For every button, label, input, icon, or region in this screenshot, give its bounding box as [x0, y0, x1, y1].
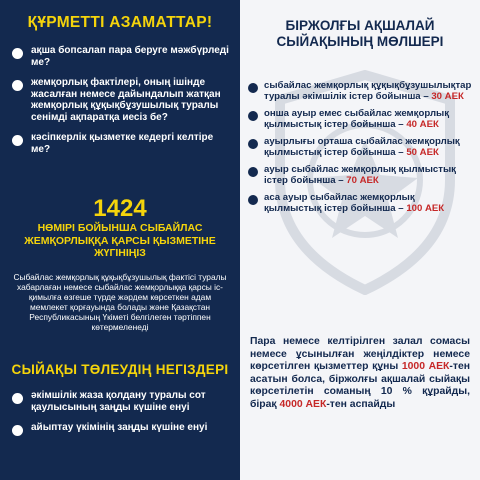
- list-item: [12, 132, 232, 155]
- reward-note: [250, 336, 470, 411]
- reward-amount: 70 АЕК: [346, 175, 379, 186]
- bullet-icon: [248, 195, 258, 205]
- reward-amount: 50 АЕК: [406, 147, 439, 158]
- bullet-icon: [12, 48, 23, 59]
- reward-item: [264, 80, 472, 102]
- reward-item: [264, 164, 472, 186]
- bullet-icon: [12, 80, 23, 91]
- question-text: жемқорлық фактілері, оның ішінде жасалған немесе дайындалып жатқан жемқорлық құқықбұзушылық туралы сенімді ақпаратқа иесіз бе?: [31, 77, 221, 123]
- question-list: [12, 45, 232, 164]
- note-amount: 1000 АЕК: [401, 361, 450, 372]
- reward-title: БІРЖОЛҒЫ АҚШАЛАЙ СЫЙАҚЫНЫҢ МӨЛШЕРІ: [276, 18, 444, 49]
- reward-text: сыбайлас жемқорлық құқықбұзушылықтар туралы әкімшілік істер бойынша –: [264, 80, 472, 102]
- reward-text: онша ауыр емес сыбайлас жемқорлық қылмыстық істер бойынша –: [264, 108, 450, 130]
- note-amount: 4000 АЕК: [279, 398, 327, 410]
- note-text: -тен аспайды: [326, 398, 396, 410]
- list-item: [12, 422, 232, 436]
- reward-text: ауырлығы орташа сыбайлас жемқорлық қылмыстық істер бойынша –: [264, 136, 460, 158]
- basis-text: әкімшілік жаза қолдану туралы сот қаулысының заңды күшіне енуі: [31, 390, 206, 413]
- list-item: [248, 80, 472, 102]
- reward-amount: 100 АЕК: [406, 203, 445, 214]
- reward-item: [264, 136, 472, 158]
- bullet-icon: [12, 135, 23, 146]
- bullet-icon: [12, 393, 23, 404]
- list-item: [12, 390, 232, 413]
- bullet-icon: [248, 167, 258, 177]
- list-item: [12, 77, 232, 123]
- bullet-icon: [248, 111, 258, 121]
- protection-paragraph: Сыбайлас жемқорлық құқықбұзушылық фактісі туралы хабарлаған немесе сыбайлас жемқорлыққа қарсы іс-қимылға өзгеше түрде жәрдем көрсеткен адам мемлекет қорғауында болады және Қазақстан Республикасының Үкіметі белгілеген тәртіппен көтермеленеді: [13, 272, 227, 332]
- list-item: [248, 164, 472, 186]
- list-item: [248, 108, 472, 130]
- reward-text: аса ауыр сыбайлас жемқорлық қылмыстық істер бойынша –: [264, 192, 415, 214]
- reward-amount: 40 АЕК: [406, 119, 439, 130]
- note-text: -тен асатын болса, біржолғы ақшалай сыйақы көрсетілетін соманың 10 % құрайды, бірақ: [250, 361, 470, 410]
- reward-amount: 30 АЕК: [431, 91, 464, 102]
- list-item: [248, 192, 472, 214]
- bullet-icon: [248, 139, 258, 149]
- basis-title: СЫЙАҚЫ ТӨЛЕУДІҢ НЕГІЗДЕРІ: [11, 362, 229, 377]
- basis-list: [12, 390, 232, 445]
- reward-item: [264, 192, 472, 214]
- question-text: кәсіпкерлік қызметке кедергі келтіре ме?: [31, 132, 214, 155]
- note-text: Пара немесе келтірілген залал сомасы немесе ұсынылған жеңілдіктер немесе көрсетілген қызметтер құны: [250, 336, 470, 372]
- question-text: ақша бопсалап пара беруге мәжбүрледі ме?: [31, 45, 229, 68]
- hotline-subtitle: НӨМІРІ БОЙЫНША СЫБАЙЛАС ЖЕМҚОРЛЫҚҚА ҚАРСЫ ҚЫЗМЕТІНЕ ЖҮГІНІҢІЗ: [24, 222, 216, 259]
- bullet-icon: [12, 425, 23, 436]
- bullet-icon: [248, 83, 258, 93]
- hotline-number: 1424: [93, 195, 147, 222]
- list-item: [12, 45, 232, 68]
- left-title: ҚҰРМЕТТІ АЗАМАТТАР!: [27, 14, 213, 31]
- basis-text: айыптау үкімінің заңды күшіне енуі: [31, 422, 208, 433]
- list-item: [248, 136, 472, 158]
- reward-item: [264, 108, 472, 130]
- reward-list: [248, 80, 472, 220]
- reward-text: ауыр сыбайлас жемқорлық қылмыстық істер бойынша –: [264, 164, 456, 186]
- right-panel: [240, 0, 480, 480]
